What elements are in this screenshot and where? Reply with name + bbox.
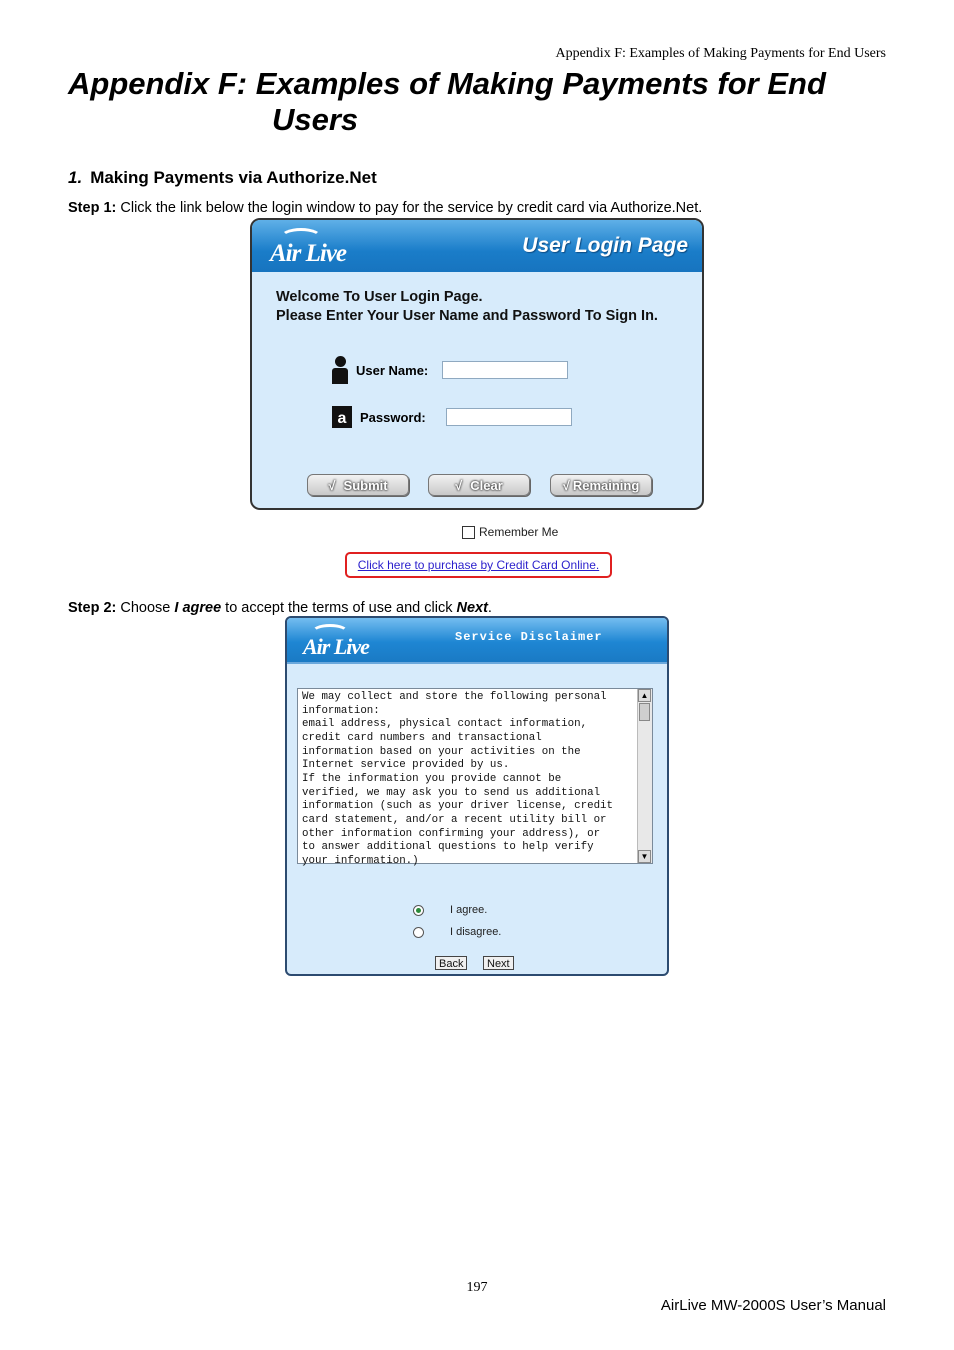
page-title [68, 66, 888, 138]
remember-me[interactable] [462, 525, 558, 539]
remaining-label: Remaining [572, 478, 640, 493]
disclaimer-panel [285, 616, 669, 976]
scroll-down-icon[interactable]: ▼ [638, 850, 651, 863]
disclaimer-textarea[interactable] [297, 688, 653, 867]
agree-option[interactable] [413, 904, 487, 916]
purchase-credit-card-link[interactable]: Click here to purchase by Credit Card Online. [357, 558, 600, 572]
login-panel [250, 218, 704, 510]
section-title: Making Payments via Authorize.Net [90, 168, 377, 187]
password-row [332, 406, 572, 428]
step-1 [68, 200, 702, 216]
welcome-line-2: Please Enter Your User Name and Password To Sign In. [276, 308, 658, 324]
username-label: User Name: [356, 362, 429, 378]
disclaimer-title: Service Disclaimer [455, 630, 603, 644]
step-2-next: Next [456, 600, 488, 616]
agree-radio[interactable] [413, 905, 424, 916]
username-row [332, 356, 568, 384]
remaining-button[interactable] [550, 474, 652, 496]
check-icon: √ [562, 478, 570, 493]
welcome-text [276, 288, 658, 326]
disagree-label: I disagree. [450, 926, 502, 938]
title-line-1: Appendix F: Examples of Making Payments for End [68, 66, 826, 101]
scroll-thumb[interactable] [639, 703, 650, 721]
page-number: 197 [466, 1280, 488, 1295]
step-2-text-c: . [487, 600, 492, 616]
logo-text: Air Live [303, 634, 369, 659]
back-button[interactable]: Back [435, 956, 467, 970]
logo-text: Air Live [270, 240, 347, 267]
password-input[interactable] [446, 408, 572, 426]
disclaimer-header [287, 618, 667, 664]
step-2-label: Step 2: [68, 600, 117, 616]
footer: AirLive MW-2000S User’s Manual [660, 1297, 886, 1314]
password-icon: a [332, 406, 352, 428]
username-input[interactable] [442, 361, 568, 379]
next-button[interactable]: Next [483, 956, 514, 970]
remember-me-checkbox[interactable] [462, 526, 475, 539]
remember-me-label: Remember Me [479, 525, 559, 539]
disagree-radio[interactable] [413, 927, 424, 938]
check-icon: √ [328, 478, 336, 493]
agree-label: I agree. [450, 904, 488, 916]
step-2 [68, 600, 492, 616]
login-page-title: User Login Page [522, 234, 688, 257]
step-2-text-a: Choose [116, 600, 175, 616]
purchase-highlight [345, 552, 612, 578]
disclaimer-scrollbar[interactable] [637, 689, 652, 863]
section-heading [68, 168, 377, 188]
running-header: Appendix F: Examples of Making Payments for End Users [555, 46, 886, 61]
scroll-up-icon[interactable]: ▲ [638, 689, 651, 702]
password-label: Password: [360, 409, 426, 425]
welcome-line-1: Welcome To User Login Page. [276, 289, 483, 305]
submit-label: Submit [343, 478, 388, 493]
section-number: 1. [68, 168, 83, 187]
step-2-text-b: to accept the terms of use and click [221, 600, 457, 616]
airlive-logo [270, 226, 400, 268]
check-icon: √ [455, 478, 463, 493]
disclaimer-text: We may collect and store the following personal information: email address, physical contact information, credit card numbers and transactional information based on your activities on the Internet service provided by us. If the information you provide cannot be verified, we may ask you to send us additional information (such as your driver license, credit card statement, and/or a recent utility bill or other information confirming your address), or to answer additional questions to help verify your information.) [302, 691, 614, 867]
clear-label: Clear [470, 478, 503, 493]
clear-button[interactable] [428, 474, 530, 496]
title-line-2: Users [272, 102, 359, 137]
step-1-text: Click the link below the login window to pay for the service by credit card via Authorize.Net. [116, 200, 703, 216]
user-icon [332, 356, 348, 384]
login-header [252, 220, 702, 272]
airlive-logo [303, 622, 433, 660]
disagree-option[interactable] [413, 926, 501, 938]
step-1-label: Step 1: [68, 200, 117, 216]
step-2-agree: I agree [174, 600, 222, 616]
submit-button[interactable] [307, 474, 409, 496]
